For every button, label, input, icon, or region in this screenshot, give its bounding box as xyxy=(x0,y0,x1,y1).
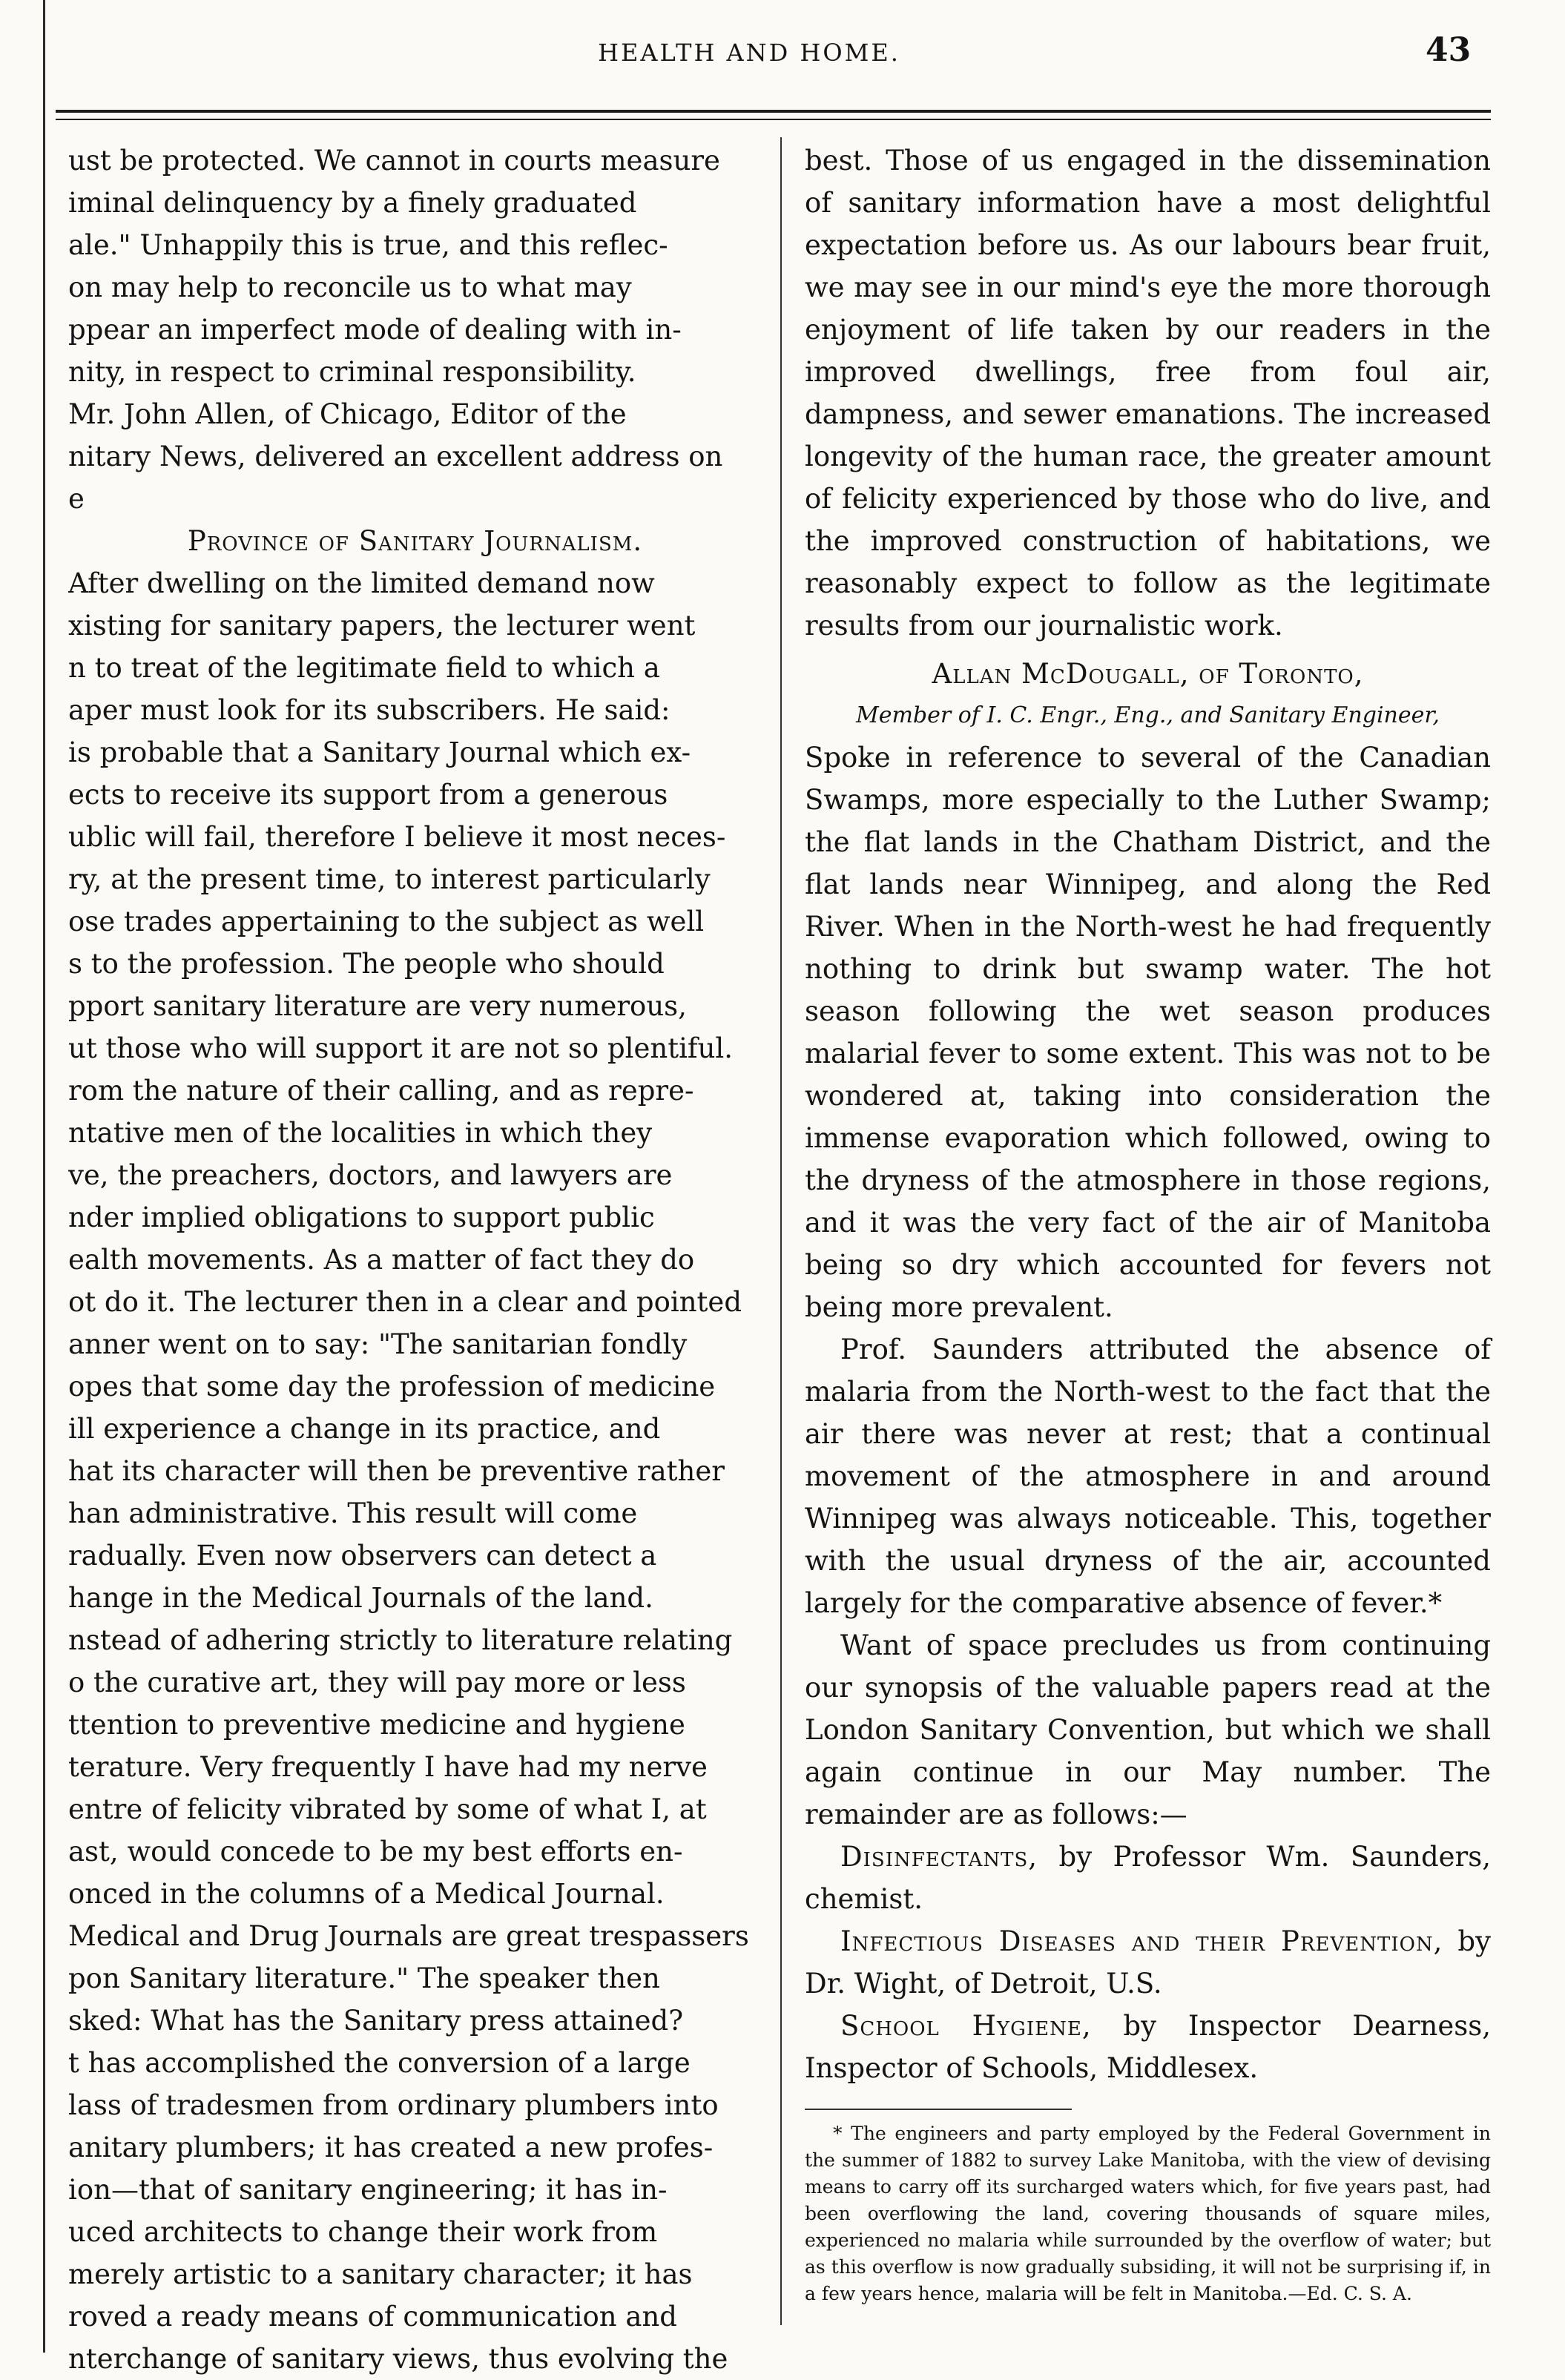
text-line: on may help to reconcile us to what may xyxy=(68,271,632,303)
paper-author: by Professor Wm. Saunders, chemist. xyxy=(805,1841,1491,1915)
text-line: ust be protected. We cannot in courts measure xyxy=(68,145,720,177)
running-head: HEALTH AND HOME. xyxy=(598,39,900,67)
text-line: rom the nature of their calling, and as repre- xyxy=(68,1075,694,1107)
paper-author: by Dr. Wight, of Detroit, U.S. xyxy=(805,1925,1491,2000)
text-line: Medical and Drug Journals are great trespassers xyxy=(68,1920,749,1952)
text-line: sked: What has the Sanitary press attained? xyxy=(68,2005,684,2037)
text-line: xisting for sanitary papers, the lecturer went xyxy=(68,610,696,642)
right-column xyxy=(805,139,1491,2307)
text-line: ot do it. The lecturer then in a clear and pointed xyxy=(68,1286,742,1318)
paper-list-item xyxy=(805,1920,1491,2005)
text-line: nity, in respect to criminal responsibility. xyxy=(68,356,636,388)
text-line: ublic will fail, therefore I believe it most neces- xyxy=(68,821,726,853)
text-line: ale." Unhappily this is true, and this reflec- xyxy=(68,229,668,261)
paragraph: Prof. Saunders attributed the absence of malaria from the North-west to the fact that the air there was never at rest; that a continual movement of the atmosphere in and around Winnipeg was always noticeable. This, together with the usual dryness of the air, accounted largely for the comparative absence of fever.* xyxy=(805,1334,1491,1619)
text-line: t has accomplished the conversion of a large xyxy=(68,2047,691,2079)
speaker-heading: Allan McDougall, of Toronto, xyxy=(932,658,1364,690)
paper-title: School Hygiene, xyxy=(840,2010,1092,2042)
paragraph: best. Those of us engaged in the dissemination of sanitary information have a most delightful expectation before us. As our labours bear fruit, we may see in our mind's eye the more thorough enjoyment of life taken by our readers in the improved dwellings, free from foul air, dampness, and sewer emanations. The increased longevity of the human race, the greater amount of felicity experienced by those who do live, and the improved construction of habitations, we reasonably expect to follow as the legitimate results from our journalistic work. xyxy=(805,145,1491,642)
paper-title: Infectious Diseases and their Prevention, xyxy=(840,1925,1443,1957)
text-line: pport sanitary literature are very numerous, xyxy=(68,990,687,1022)
paragraph: Spoke in reference to several of the Canadian Swamps, more especially to the Luther Swamp; the flat lands in the Chatham District, and the flat lands near Winnipeg, and along the Red River. When in the North-west he had frequently nothing to drink but swamp water. The hot season following the wet season produces malarial fever to some extent. This was not to be wondered at, taking into consideration the immense evaporation which followed, owing to the dryness of the atmosphere in those regions, and it was the very fact of the air of Manitoba being so dry which accounted for fevers not being more prevalent. xyxy=(805,742,1491,1323)
paper-list-item xyxy=(805,2005,1491,2089)
text-line: radually. Even now observers can detect a xyxy=(68,1540,657,1572)
text-line: ill experience a change in its practice, and xyxy=(68,1413,661,1445)
text-line: entre of felicity vibrated by some of what I, at xyxy=(68,1793,707,1825)
text-line: terature. Very frequently I have had my nerve xyxy=(68,1751,708,1783)
text-line: han administrative. This result will come xyxy=(68,1497,638,1529)
binding-edge xyxy=(43,0,45,2353)
paper-title: Disinfectants, xyxy=(840,1841,1038,1873)
footnote-rule xyxy=(805,2109,1072,2110)
text-line: ose trades appertaining to the subject as well xyxy=(68,906,705,937)
text-line: ut those who will support it are not so plentiful. xyxy=(68,1032,734,1064)
text-line: Province of Sanitary Journalism. xyxy=(187,525,643,557)
text-line: anner went on to say: "The sanitarian fondly xyxy=(68,1328,688,1360)
paper-list-item xyxy=(805,1836,1491,1920)
header-rule-thin xyxy=(56,119,1491,120)
column-divider xyxy=(780,137,782,2325)
text-line: ntative men of the localities in which they xyxy=(68,1117,653,1149)
text-line: After dwelling on the limited demand now xyxy=(68,567,655,599)
text-line: opes that some day the profession of medicine xyxy=(68,1371,716,1402)
header-rule xyxy=(56,110,1491,113)
text-line: ppear an imperfect mode of dealing with in- xyxy=(68,314,682,346)
text-line: lass of tradesmen from ordinary plumbers into xyxy=(68,2089,719,2121)
text-line: s to the profession. The people who should xyxy=(68,948,665,980)
text-line: merely artistic to a sanitary character; it has xyxy=(68,2258,693,2290)
text-line: n to treat of the legitimate field to which a xyxy=(68,652,660,684)
text-line: ion—that of sanitary engineering; it has in- xyxy=(68,2174,668,2206)
text-line: ttention to preventive medicine and hygiene xyxy=(68,1709,685,1741)
text-line: hat its character will then be preventive rather xyxy=(68,1455,725,1487)
text-line: roved a ready means of communication and xyxy=(68,2301,677,2333)
text-line: nitary News, delivered an excellent address on xyxy=(68,441,723,472)
text-line: nstead of adhering strictly to literature relating xyxy=(68,1624,733,1656)
footnote: * The engineers and party employed by the Federal Government in the summer of 1882 to survey Lake Manitoba, with the view of devising means to carry off its surcharged waters which, for five years past, had been overflowing the land, covering thousands of square miles, experienced no malaria while surrounded by the overflow of water; but as this overflow is now gradually subsiding, it will not be surprising if, in a few years hence, malaria will be felt in Manitoba.—Ed. C. S. A. xyxy=(805,2123,1491,2304)
text-line: Mr. John Allen, of Chicago, Editor of the xyxy=(68,398,627,430)
text-line: hange in the Medical Journals of the land. xyxy=(68,1582,653,1614)
text-line: onced in the columns of a Medical Journal. xyxy=(68,1878,665,1910)
paper-author: by Inspector Dearness, Inspector of Schools, Middlesex. xyxy=(805,2010,1492,2084)
text-line: aper must look for its subscribers. He said: xyxy=(68,694,671,726)
text-line: ects to receive its support from a generous xyxy=(68,779,668,811)
text-line: ry, at the present time, to interest particularly xyxy=(68,863,711,895)
text-line: anitary plumbers; it has created a new profes- xyxy=(68,2132,714,2163)
text-line: ast, would concede to be my best efforts en- xyxy=(68,1836,683,1868)
paragraph: Want of space precludes us from continuing our synopsis of the valuable papers read at the London Sanitary Convention, but which we shall again continue in our May number. The remainder are as follows:— xyxy=(805,1629,1491,1830)
text-line: nder implied obligations to support public xyxy=(68,1201,655,1233)
text-line: nterchange of sanitary views, thus evolving the xyxy=(68,2343,728,2375)
speaker-byline: Member of I. C. Engr., Eng., and Sanitary Engineer, xyxy=(856,702,1440,728)
text-line: iminal delinquency by a finely graduated xyxy=(68,187,637,219)
text-line: uced architects to change their work from xyxy=(68,2216,658,2248)
text-line: ealth movements. As a matter of fact they do xyxy=(68,1244,695,1276)
left-column xyxy=(68,139,762,2380)
text-line: is probable that a Sanitary Journal which ex- xyxy=(68,736,691,768)
text-line: ve, the preachers, doctors, and lawyers are xyxy=(68,1159,673,1191)
text-line: e xyxy=(68,483,85,515)
page-number: 43 xyxy=(1426,31,1472,69)
text-line: pon Sanitary literature." The speaker then xyxy=(68,1962,660,1994)
text-line: o the curative art, they will pay more or less xyxy=(68,1667,686,1698)
